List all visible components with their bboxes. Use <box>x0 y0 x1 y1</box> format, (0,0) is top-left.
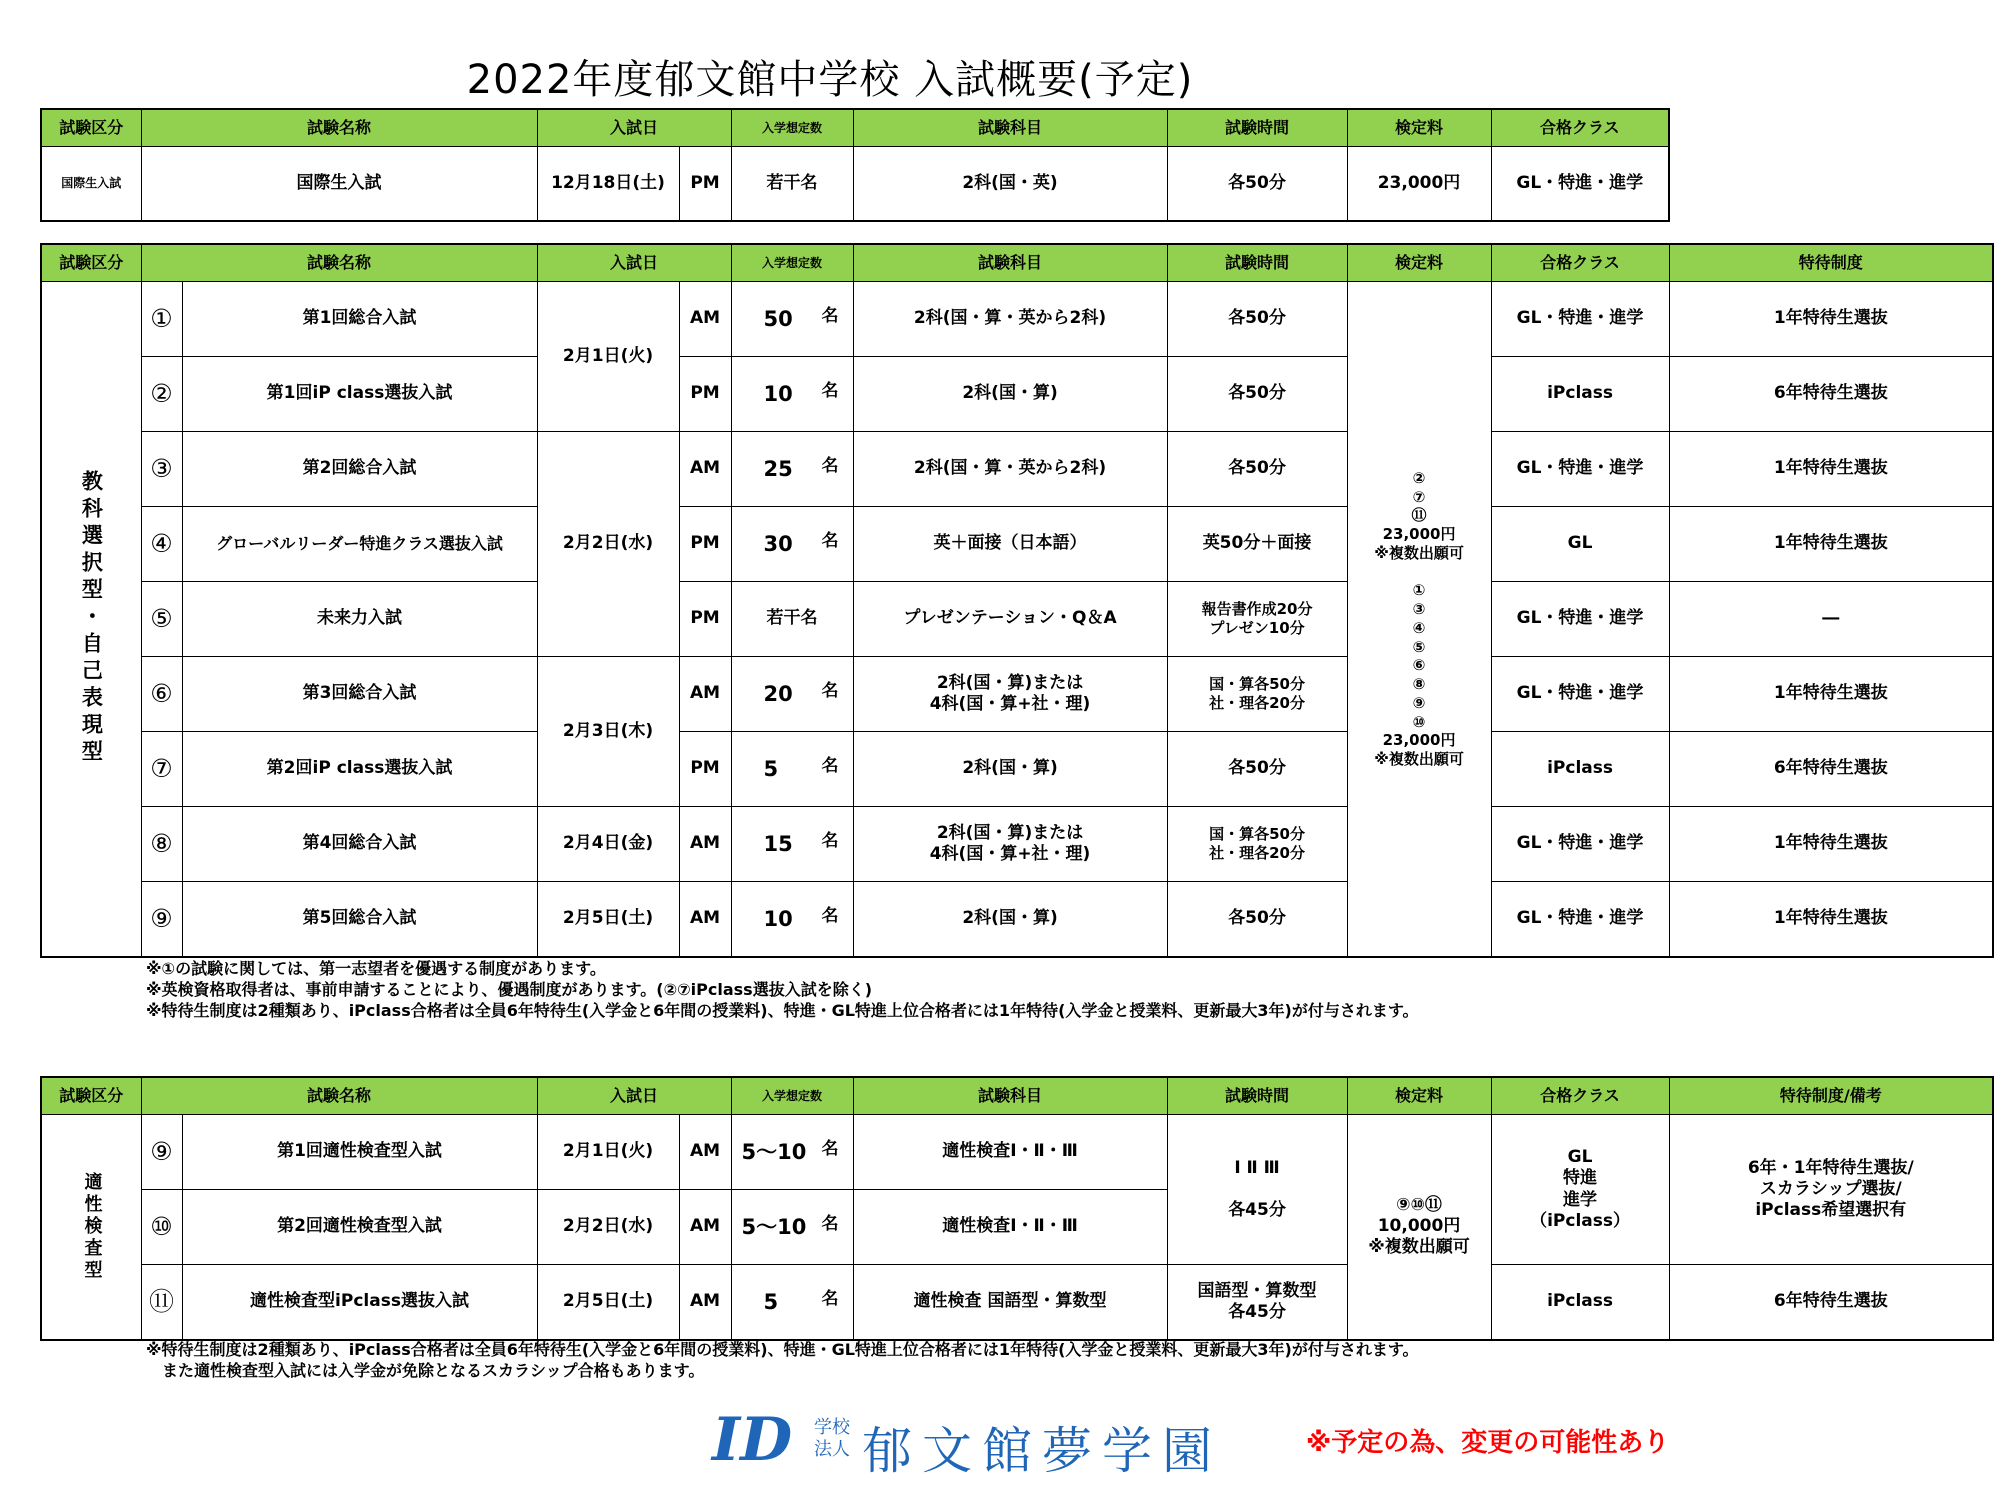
exam-ampm: PM <box>679 147 731 221</box>
exam-name: 第1回総合入試 <box>182 282 537 357</box>
exam-name: 第1回iP class選抜入試 <box>182 357 537 432</box>
exam-special: 1年特待生選抜 <box>1669 507 1993 582</box>
exam-name: 第4回総合入試 <box>182 807 537 882</box>
exam-class <box>1491 1115 1669 1265</box>
exam-count <box>731 507 853 582</box>
header-class: 合格クラス <box>1491 244 1669 282</box>
note-line: また適性検査型入試には入学金が免除となるスカラシップ合格もあります。 <box>146 1361 705 1380</box>
category-cell: 国際生入試 <box>41 147 141 221</box>
exam-ampm: PM <box>679 507 731 582</box>
exam-name: 第5回総合入試 <box>182 882 537 957</box>
special-text: 6年・1年特待生選抜/ スカラシップ選抜/ iPclass希望選択有 <box>1747 1157 1914 1221</box>
exam-ampm: PM <box>679 357 731 432</box>
exam-count: 若干名 <box>731 147 853 221</box>
exam-number: ⑥ <box>141 657 182 732</box>
count-value: 10 <box>763 906 793 931</box>
exam-special: 1年特待生選抜 <box>1669 807 1993 882</box>
exam-subjects: 2科(国・英) <box>853 147 1167 221</box>
count-value: 25 <box>763 456 793 481</box>
exam-ampm: PM <box>679 732 731 807</box>
fee-text: ⑨⑩⑪ 10,000円 ※複数出願可 <box>1368 1194 1470 1258</box>
exam-date: 2月3日(木) <box>537 657 679 807</box>
exam-ampm: PM <box>679 582 731 657</box>
header-time: 試験時間 <box>1167 244 1347 282</box>
aptitude-exam-table <box>40 1076 1994 1341</box>
exam-special: 1年特待生選抜 <box>1669 882 1993 957</box>
table-row <box>41 432 1993 507</box>
exam-ampm: AM <box>679 282 731 357</box>
category-cell <box>41 282 141 957</box>
exam-class: iPclass <box>1491 732 1669 807</box>
exam-count <box>731 1115 853 1190</box>
header-category: 試験区分 <box>41 244 141 282</box>
note-line: ※特待生制度は2種類あり、iPclass合格者は全員6年特待生(入学金と6年間の授業料)、特進・GL特進上位合格者には1年特待(入学金と授業料、更新最大3年)が付与されます。 <box>146 1340 1419 1359</box>
exam-count <box>731 282 853 357</box>
exam-date: 2月4日(金) <box>537 807 679 882</box>
exam-count <box>731 732 853 807</box>
exam-special: 6年特待生選抜 <box>1669 732 1993 807</box>
count-value: 30 <box>763 531 793 556</box>
subject-exam-table <box>40 243 1994 958</box>
logo-name: 郁文館夢学園 <box>862 1422 1222 1480</box>
count-unit: 名 <box>821 755 839 776</box>
exam-time: 各50分 <box>1167 882 1347 957</box>
exam-subjects: 2科(国・算) <box>853 357 1167 432</box>
notes-aptitude-exams <box>146 1339 1419 1381</box>
exam-time: 各50分 <box>1167 732 1347 807</box>
exam-time: 英50分＋面接 <box>1167 507 1347 582</box>
exam-date: 2月2日(水) <box>537 1190 679 1265</box>
header-name: 試験名称 <box>141 1077 537 1115</box>
exam-ampm: AM <box>679 807 731 882</box>
time-text: Ⅰ Ⅱ Ⅲ 各45分 <box>1228 1157 1286 1221</box>
count-unit: 名 <box>821 530 839 551</box>
exam-class: GL・特進・進学 <box>1491 657 1669 732</box>
exam-ampm: AM <box>679 1115 731 1190</box>
table-row <box>41 507 1993 582</box>
exam-count <box>731 582 853 657</box>
header-fee: 検定料 <box>1347 244 1491 282</box>
exam-count <box>731 882 853 957</box>
count-value: 50 <box>763 306 793 331</box>
exam-fee <box>1347 282 1491 957</box>
exam-class: GL・特進・進学 <box>1491 282 1669 357</box>
header-count: 入学想定数 <box>731 109 853 147</box>
exam-name: 適性検査型iPclass選抜入試 <box>182 1265 537 1340</box>
exam-time: 各50分 <box>1167 282 1347 357</box>
exam-name: 未来力入試 <box>182 582 537 657</box>
header-special: 特待制度/備考 <box>1669 1077 1993 1115</box>
exam-time: 各50分 <box>1167 147 1347 221</box>
exam-count <box>731 1265 853 1340</box>
count-value: 5 <box>763 756 779 781</box>
count-unit: 名 <box>821 830 839 851</box>
exam-class: GL・特進・進学 <box>1491 882 1669 957</box>
exam-subjects: 英＋面接（日本語） <box>853 507 1167 582</box>
table-row <box>41 1265 1993 1340</box>
exam-name: 第2回iP class選抜入試 <box>182 732 537 807</box>
school-logo <box>712 1405 1242 1479</box>
exam-subjects: 適性検査 国語型・算数型 <box>853 1265 1167 1340</box>
fee-text: ② ⑦ ⑪ 23,000円 ※複数出願可 ① ③ ④ ⑤ ⑥ ⑧ ⑨ ⑩ 23,000円 ※複数出願可 <box>1374 468 1464 768</box>
table-row <box>41 282 1993 357</box>
note-line: ※英検資格取得者は、事前申請することにより、優遇制度があります。(②⑦iPclass選抜入試を除く) <box>146 980 873 999</box>
logo-prefix: 学校 法人 <box>814 1417 850 1460</box>
count-value: 5 <box>763 1289 779 1314</box>
exam-fee <box>1347 1115 1491 1340</box>
time-text: 国・算各50分 社・理各20分 <box>1209 825 1305 862</box>
header-count: 入学想定数 <box>731 1077 853 1115</box>
header-special: 特待制度 <box>1669 244 1993 282</box>
exam-time <box>1167 1115 1347 1265</box>
category-label: 適性検査型 <box>81 1171 103 1282</box>
table-row <box>41 657 1993 732</box>
exam-subjects: 2科(国・算・英から2科) <box>853 432 1167 507</box>
exam-subjects <box>853 807 1167 882</box>
category-label: 教科選択型・自己表現型 <box>79 470 104 768</box>
count-value: 10 <box>763 381 793 406</box>
exam-subjects: 2科(国・算) <box>853 882 1167 957</box>
exam-special: 1年特待生選抜 <box>1669 282 1993 357</box>
table-row <box>41 357 1993 432</box>
exam-ampm: AM <box>679 882 731 957</box>
exam-number: ③ <box>141 432 182 507</box>
header-time: 試験時間 <box>1167 109 1347 147</box>
exam-subjects: プレゼンテーション・Q＆A <box>853 582 1167 657</box>
header-name: 試験名称 <box>141 244 537 282</box>
count-value: 5～10 <box>741 1214 807 1239</box>
header-class: 合格クラス <box>1491 109 1669 147</box>
exam-number: ② <box>141 357 182 432</box>
exam-count <box>731 357 853 432</box>
exam-count <box>731 432 853 507</box>
header-name: 試験名称 <box>141 109 537 147</box>
header-row <box>41 1077 1993 1115</box>
category-cell <box>41 1115 141 1340</box>
count-unit: 名 <box>821 305 839 326</box>
exam-special: ― <box>1669 582 1993 657</box>
exam-class: iPclass <box>1491 357 1669 432</box>
change-notice: ※予定の為、変更の可能性あり <box>1306 1428 1670 1458</box>
header-subjects: 試験科目 <box>853 244 1167 282</box>
time-text: 報告書作成20分 プレゼン10分 <box>1201 600 1313 637</box>
header-category: 試験区分 <box>41 109 141 147</box>
exam-date: 2月2日(水) <box>537 432 679 657</box>
table-row <box>41 147 1669 221</box>
exam-time <box>1167 1265 1347 1340</box>
time-text: 国語型・算数型 各45分 <box>1197 1280 1317 1322</box>
exam-number: ⑩ <box>141 1190 182 1265</box>
time-text: 国・算各50分 社・理各20分 <box>1209 675 1305 712</box>
note-line: ※①の試験に関しては、第一志望者を優遇する制度があります。 <box>146 959 606 978</box>
header-count: 入学想定数 <box>731 244 853 282</box>
exam-number: ④ <box>141 507 182 582</box>
table-row <box>41 732 1993 807</box>
note-line: ※特待生制度は2種類あり、iPclass合格者は全員6年特待生(入学金と6年間の授業料)、特進・GL特進上位合格者には1年特待(入学金と授業料、更新最大3年)が付与されます。 <box>146 1001 1419 1020</box>
exam-subjects <box>853 657 1167 732</box>
exam-subjects: 適性検査Ⅰ・Ⅱ・Ⅲ <box>853 1190 1167 1265</box>
exam-subjects: 2科(国・算・英から2科) <box>853 282 1167 357</box>
header-class: 合格クラス <box>1491 1077 1669 1115</box>
exam-name: 第1回適性検査型入試 <box>182 1115 537 1190</box>
header-fee: 検定料 <box>1347 109 1491 147</box>
logo-mark-icon: ID <box>712 1405 793 1475</box>
exam-date: 2月5日(土) <box>537 1265 679 1340</box>
exam-number: ⑪ <box>141 1265 182 1340</box>
count-unit: 名 <box>821 455 839 476</box>
exam-date: 2月1日(火) <box>537 1115 679 1190</box>
exam-ampm: AM <box>679 657 731 732</box>
exam-time <box>1167 582 1347 657</box>
intl-exam-table <box>40 108 1670 222</box>
count-unit: 名 <box>821 1288 839 1309</box>
exam-special: 6年特待生選抜 <box>1669 357 1993 432</box>
exam-time: 各50分 <box>1167 432 1347 507</box>
table-row <box>41 1115 1993 1190</box>
exam-special: 1年特待生選抜 <box>1669 657 1993 732</box>
exam-name: 第2回総合入試 <box>182 432 537 507</box>
exam-number: ⑨ <box>141 1115 182 1190</box>
header-date: 入試日 <box>537 1077 731 1115</box>
header-subjects: 試験科目 <box>853 109 1167 147</box>
count-unit: 名 <box>821 905 839 926</box>
exam-number: ⑧ <box>141 807 182 882</box>
header-fee: 検定料 <box>1347 1077 1491 1115</box>
exam-date: 12月18日(土) <box>537 147 679 221</box>
header-row <box>41 109 1669 147</box>
page-title: 2022年度郁文館中学校 入試概要(予定) <box>466 57 1194 103</box>
exam-special: 6年特待生選抜 <box>1669 1265 1993 1340</box>
count-unit: 名 <box>821 1138 839 1159</box>
table-row <box>41 882 1993 957</box>
class-text: GL 特進 進学 （iPclass） <box>1530 1147 1630 1231</box>
count-value: 若干名 <box>766 608 818 629</box>
header-date: 入試日 <box>537 109 731 147</box>
exam-number: ⑤ <box>141 582 182 657</box>
exam-number: ⑨ <box>141 882 182 957</box>
header-row <box>41 244 1993 282</box>
count-unit: 名 <box>821 680 839 701</box>
exam-subjects: 2科(国・算) <box>853 732 1167 807</box>
header-subjects: 試験科目 <box>853 1077 1167 1115</box>
subjects-text: 2科(国・算)または 4科(国・算+社・理) <box>929 822 1091 864</box>
header-time: 試験時間 <box>1167 1077 1347 1115</box>
exam-class: iPclass <box>1491 1265 1669 1340</box>
count-value: 20 <box>763 681 793 706</box>
header-category: 試験区分 <box>41 1077 141 1115</box>
count-unit: 名 <box>821 380 839 401</box>
exam-name: 第2回適性検査型入試 <box>182 1190 537 1265</box>
exam-ampm: AM <box>679 432 731 507</box>
exam-count <box>731 1190 853 1265</box>
exam-number: ① <box>141 282 182 357</box>
exam-ampm: AM <box>679 1190 731 1265</box>
exam-name: 国際生入試 <box>141 147 537 221</box>
exam-class: GL・特進・進学 <box>1491 582 1669 657</box>
exam-time: 各50分 <box>1167 357 1347 432</box>
exam-number: ⑦ <box>141 732 182 807</box>
exam-special: 1年特待生選抜 <box>1669 432 1993 507</box>
table-row <box>41 582 1993 657</box>
exam-time <box>1167 657 1347 732</box>
count-value: 15 <box>763 831 793 856</box>
exam-name: 第3回総合入試 <box>182 657 537 732</box>
count-unit: 名 <box>821 1213 839 1234</box>
exam-ampm: AM <box>679 1265 731 1340</box>
subjects-text: 2科(国・算)または 4科(国・算+社・理) <box>929 672 1091 714</box>
header-date: 入試日 <box>537 244 731 282</box>
exam-special <box>1669 1115 1993 1265</box>
exam-class: GL・特進・進学 <box>1491 807 1669 882</box>
exam-name: グローバルリーダー特進クラス選抜入試 <box>182 507 537 582</box>
exam-fee: 23,000円 <box>1347 147 1491 221</box>
exam-time <box>1167 807 1347 882</box>
exam-count <box>731 657 853 732</box>
exam-class: GL・特進・進学 <box>1491 147 1669 221</box>
exam-date: 2月5日(土) <box>537 882 679 957</box>
exam-count <box>731 807 853 882</box>
exam-subjects: 適性検査Ⅰ・Ⅱ・Ⅲ <box>853 1115 1167 1190</box>
notes-subject-exams <box>146 958 1419 1021</box>
table-row <box>41 807 1993 882</box>
exam-class: GL <box>1491 507 1669 582</box>
exam-date: 2月1日(火) <box>537 282 679 432</box>
exam-class: GL・特進・進学 <box>1491 432 1669 507</box>
count-value: 5～10 <box>741 1139 807 1164</box>
